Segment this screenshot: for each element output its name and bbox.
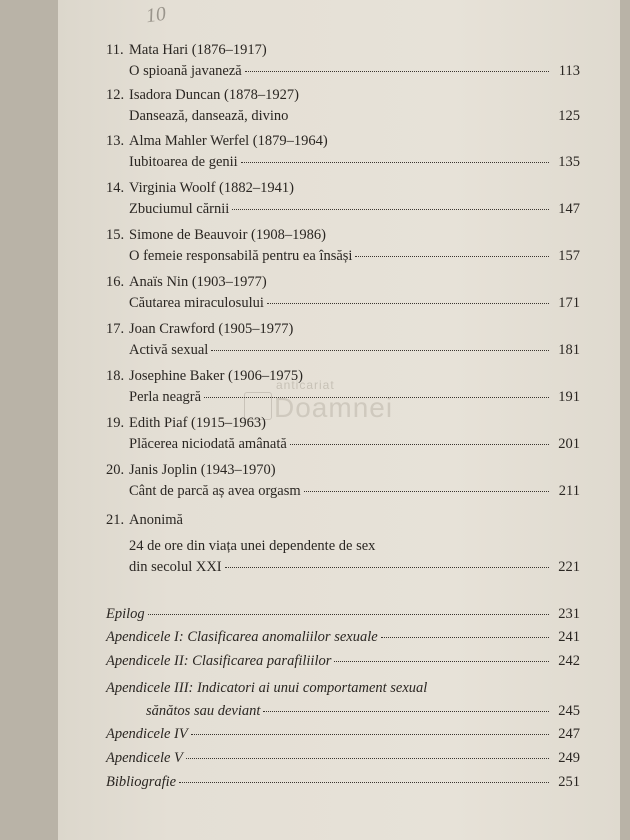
page-number: 201 — [558, 436, 580, 452]
chapter-number: 20. — [106, 462, 125, 478]
chapter-subtitle: Iubitoarea de genii — [129, 154, 238, 170]
toc-backmatter-entry — [106, 774, 580, 791]
page-number: 157 — [558, 248, 580, 264]
page-number: 249 — [558, 750, 580, 766]
chapter-number: 13. — [106, 133, 125, 149]
toc-backmatter-entry — [106, 629, 580, 646]
chapter-number: 16. — [106, 274, 125, 290]
toc-backmatter-entry — [146, 703, 580, 720]
page-number: 241 — [558, 629, 580, 645]
chapter-title: Joan Crawford (1905–1977) — [129, 321, 294, 337]
page-number: 211 — [558, 483, 580, 499]
page-number: 221 — [558, 559, 580, 575]
chapter-title: Anonimă — [129, 512, 183, 528]
page-number: 113 — [558, 63, 580, 79]
chapter-number: 15. — [106, 227, 125, 243]
chapter-title: Anaïs Nin (1903–1977) — [129, 274, 267, 290]
chapter-number: 12. — [106, 87, 125, 103]
backmatter-label: Epilog — [106, 606, 145, 622]
chapter-subtitle: Zbuciumul cărnii — [129, 201, 230, 217]
chapter-number: 18. — [106, 368, 125, 384]
chapter-title: Janis Joplin (1943–1970) — [129, 462, 276, 478]
page-number: 231 — [558, 606, 580, 622]
chapter-number: 11. — [106, 42, 124, 58]
chapter-subtitle: Activă sexual — [129, 342, 209, 358]
chapter-title: Simone de Beauvoir (1908–1986) — [129, 227, 326, 243]
backmatter-label: Apendicele V — [106, 750, 183, 766]
chapter-number: 17. — [106, 321, 125, 337]
toc-backmatter-entry — [106, 606, 580, 623]
page-number: 245 — [558, 703, 580, 719]
chapter-subtitle: Dansează, dansează, divino — [129, 108, 289, 124]
backmatter-label: Bibliografie — [106, 774, 177, 790]
chapter-number: 21. — [106, 512, 125, 528]
page-number: 242 — [558, 653, 580, 669]
chapter-title: Isadora Duncan (1878–1927) — [129, 87, 299, 103]
watermark-line2: Doamnei — [274, 392, 394, 423]
toc-backmatter-entry — [106, 750, 580, 767]
toc-backmatter-entry — [106, 653, 580, 670]
chapter-subtitle: O spioană javaneză — [129, 63, 242, 79]
chapter-subtitle: Căutarea miraculosului — [129, 295, 264, 311]
chapter-number: 19. — [106, 415, 125, 431]
backmatter-label: Apendicele I: Clasificarea anomaliilor sexuale — [106, 629, 378, 645]
chapter-number: 14. — [106, 180, 125, 196]
page-number: 147 — [558, 201, 580, 217]
watermark-line1: anticariat — [276, 378, 335, 392]
backmatter-label: Apendicele II: Clasificarea parafiliilor — [106, 653, 332, 669]
chapter-subtitle-line1: 24 de ore din viața unei dependente de sex — [129, 538, 376, 554]
backmatter-label: Apendicele IV — [106, 726, 188, 742]
page-number: 191 — [558, 389, 580, 405]
chapter-subtitle-line2: din secolul XXI — [129, 559, 222, 575]
page-number: 247 — [558, 726, 580, 742]
chapter-title: Alma Mahler Werfel (1879–1964) — [129, 133, 328, 149]
page-number: 125 — [558, 108, 580, 124]
chapter-subtitle: Plăcerea niciodată amânată — [129, 436, 287, 452]
page-number: 135 — [558, 154, 580, 170]
chapter-subtitle: Perla neagră — [129, 389, 202, 405]
page-number: 171 — [558, 295, 580, 311]
chapter-title: Josephine Baker (1906–1975) — [129, 368, 303, 384]
pencil-note: 10 — [144, 2, 168, 28]
backmatter-label-line1: Apendicele III: Indicatori ai unui comportament sexual — [106, 680, 428, 696]
chapter-title: Mata Hari (1876–1917) — [129, 42, 267, 58]
chapter-subtitle: O femeie responsabilă pentru ea însăși — [129, 248, 353, 264]
backmatter-label-line2: sănătos sau deviant — [146, 703, 261, 719]
chapter-title: Virginia Woolf (1882–1941) — [129, 180, 294, 196]
chapter-title: Edith Piaf (1915–1963) — [129, 415, 266, 431]
page-number: 181 — [558, 342, 580, 358]
book-page — [58, 0, 620, 840]
toc-backmatter-entry — [106, 726, 580, 743]
chapter-subtitle: Cânt de parcă aș avea orgasm — [129, 483, 301, 499]
page-number: 251 — [558, 774, 580, 790]
